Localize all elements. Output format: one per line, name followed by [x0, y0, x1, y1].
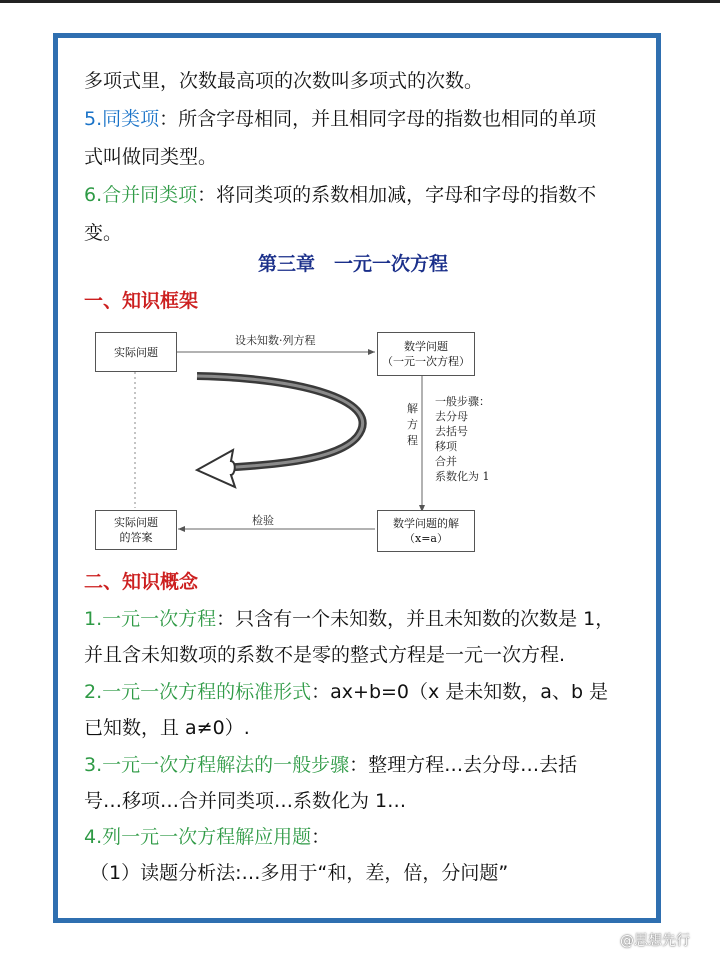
term-linear-equation: 1.一元一次方程 [84, 608, 217, 630]
box-math-problem: 数学问题 （一元一次方程） [377, 332, 475, 376]
text-line-similar-terms: 5.同类项：所含字母相同，并且相同字母的指数也相同的单项 [84, 108, 597, 130]
concept-4-line-1: 4.列一元一次方程解应用题： [84, 826, 331, 848]
step-combine: 合并 [435, 455, 457, 468]
term-standard-form: 2.一元一次方程的标准形式 [84, 681, 312, 703]
term-word-problems: 4.列一元一次方程解应用题 [84, 826, 312, 848]
term-general-steps: 3.一元一次方程解法的一般步骤 [84, 754, 350, 776]
text-line-combine-terms: 6.合并同类项：将同类项的系数相加减，字母和字母的指数不 [84, 184, 597, 206]
text-line: 多项式里，次数最高项的次数叫多项式的次数。 [84, 70, 484, 92]
concept-4-line-2: （1）读题分析法:…多用于“和，差，倍，分问题” [90, 862, 509, 884]
box-real-problem: 实际问题 [95, 332, 177, 372]
term-similar-terms: 5.同类项 [84, 108, 160, 130]
curved-return-arrowhead [197, 450, 235, 487]
step-remove-denominator: 去分母 [435, 410, 468, 423]
knowledge-framework-diagram [85, 322, 515, 560]
label-verify: 检验 [252, 514, 274, 527]
term-combine-similar-terms: 6.合并同类项 [84, 184, 198, 206]
concept-2-line-1: 2.一元一次方程的标准形式：ax+b=0（x 是未知数，a、b 是 [84, 681, 609, 703]
label-solve-2: 方 [407, 418, 418, 431]
label-solve-1: 解 [407, 402, 418, 415]
curved-return-arrow-body [197, 376, 363, 468]
top-edge-line [0, 0, 720, 3]
concept-2-line-2: 已知数，且 a≠0）. [84, 717, 250, 739]
label-formulate-equation: 设未知数·列方程 [235, 334, 316, 347]
step-general: 一般步骤： [435, 395, 490, 408]
text-line: 变。 [84, 222, 123, 244]
step-transpose: 移项 [435, 440, 457, 453]
watermark: @思想先行 [620, 933, 690, 949]
concept-3-line-2: 号…移项…合并同类项…系数化为 1… [84, 790, 407, 812]
chapter-title: 第三章 一元一次方程 [258, 253, 449, 275]
concept-3-line-1: 3.一元一次方程解法的一般步骤：整理方程…去分母…去括 [84, 754, 578, 776]
concept-1-line-2: 并且含未知数项的系数不是零的整式方程是一元一次方程. [84, 644, 566, 666]
step-coefficient-to-one: 系数化为 1 [435, 470, 490, 483]
section-heading-framework: 一、知识框架 [84, 290, 199, 312]
box-real-answer: 实际问题 的答案 [95, 510, 177, 550]
section-heading-concepts: 二、知识概念 [84, 571, 199, 593]
box-math-solution: 数学问题的解 （x=a） [377, 510, 475, 552]
label-solve-3: 程 [407, 434, 418, 447]
text-line: 式叫做同类型。 [84, 146, 218, 168]
step-remove-brackets: 去括号 [435, 425, 468, 438]
concept-1-line-1: 1.一元一次方程：只含有一个未知数，并且未知数的次数是 1， [84, 608, 615, 630]
